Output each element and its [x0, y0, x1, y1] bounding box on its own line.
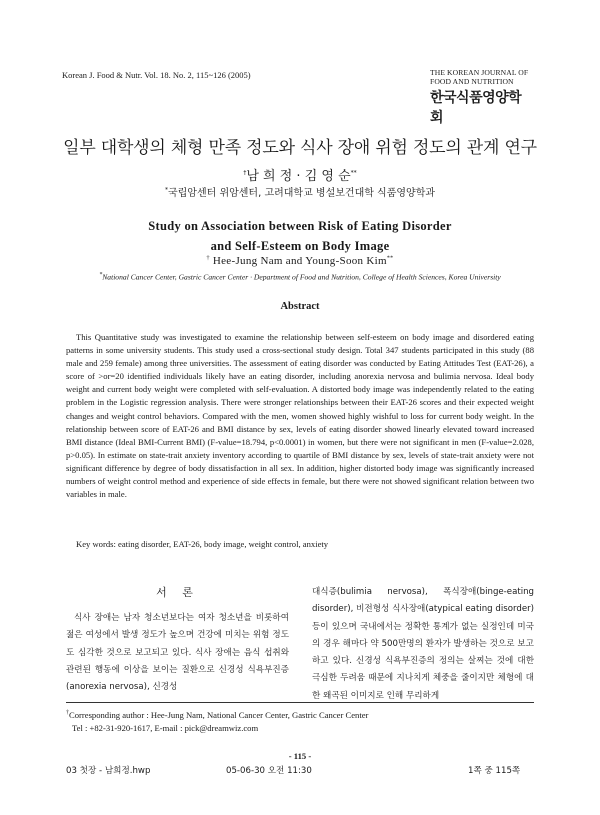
page-number: - 115 -	[288, 751, 312, 761]
footer-page-count: 1쪽 중 115쪽	[468, 766, 521, 776]
footer-filename: 03 첫장 - 남희정.hwp	[66, 766, 151, 776]
affiliation-english-text: National Cancer Center, Gastric Cancer Center · Department of Food and Nutrition, College of Health Sciences, Korea University	[102, 272, 501, 282]
affiliation-korean-text: 국립암센터 위암센터, 고려대학교 병설보건대학 식품영양학과	[167, 188, 436, 199]
title-english	[0, 216, 600, 256]
abstract-heading: Abstract	[280, 301, 320, 312]
footnote-line2: Tel : +82-31-920-1617, E-mail : pick@dreamwiz.com	[72, 722, 259, 733]
masthead-line2: FOOD AND NUTRITION	[430, 77, 514, 86]
footnote-divider	[66, 702, 534, 703]
section-heading-introduction: 서 론	[156, 586, 199, 599]
authors-english: † Hee-Jung Nam and Young-Soon Kim**	[206, 255, 394, 267]
footnote	[66, 707, 368, 735]
body-right-column: 대식증(bulimia nervosa), 폭식장애(binge-eating disorder), 비전형성 식사장애(atypical eating disorder)등이 있으며 국내에서는 정확한 통계가 없는 실정인데 미국의 경우 해마다 약 500만명의 환자가 발생하는 것으로 보고하고 있다. 신경성 식욕부진증의 정의는 살찌는 것에 대한 극심한 두려움 때문에 지나치게 체중을 줄이지만 체형에 대한 왜곡된 이미지로 인해 무리하게	[312, 587, 534, 701]
title-korean: 일부 대학생의 체형 만족 정도와 식사 장애 위험 정도의 관계 연구	[63, 138, 537, 158]
authors-english-text: Hee-Jung Nam and Young-Soon Kim	[212, 255, 387, 267]
footnote-line1: †Corresponding author : Hee-Jung Nam, National Cancer Center, Gastric Cancer Center	[66, 709, 369, 720]
body-left-column: 식사 장애는 남자 청소년보다는 여자 청소년을 비롯하여 젊은 여성에서 발생 정도가 높으며 건강에 미치는 위험 정도도 심각한 것으로 보고되고 있다. 식사 장애는 음식 섭취와 관련된 행동에 이상을 보이는 질환으로 신경성 식욕부진증(anorexia nervosa), 신경성	[66, 613, 289, 693]
title-english-line1: Study on Association between Risk of Eating Disorder	[148, 219, 452, 233]
affiliation-korean: *국립암센터 위암센터, 고려대학교 병설보건대학 식품영양학과	[164, 186, 436, 199]
keywords: Key words: eating disorder, EAT-26, body image, weight control, anxiety	[76, 539, 329, 549]
journal-reference: Korean J. Food & Nutr. Vol. 18. No. 2, 115~126 (2005)	[62, 70, 251, 80]
masthead-line1: THE KOREAN JOURNAL OF	[430, 68, 529, 77]
abstract-body	[66, 331, 534, 501]
footnote-line1-text: Corresponding author : Hee-Jung Nam, National Cancer Center, Gastric Cancer Center	[69, 709, 369, 720]
authors-korean-text: 남 희 정 · 김 영 순	[246, 169, 351, 184]
masthead-korean: 한국식품영양학회	[430, 90, 522, 126]
footer-timestamp: 05-06-30 오전 11:30	[226, 766, 312, 776]
title-english-line2: and Self-Esteem on Body Image	[210, 239, 390, 253]
journal-masthead	[430, 68, 530, 127]
affiliation-english: *National Cancer Center, Gastric Cancer Center · Department of Food and Nutrition, College of Health Sciences, Korea University	[99, 272, 501, 282]
authors-korean: †남 희 정 · 김 영 순**	[243, 169, 357, 184]
abstract-text: This Quantitative study was investigated to examine the relationship between self-esteem on body image and disordered eating patterns in some university students. This study used a cross-sectional study design. Total 347 students participated in this study (88 male and 259 female) among three universities. The assessment of eating disorder was conducted by Eating Attitudes Test (EAT-26), a score of >or=20 identified individuals likely have an eating disorder, including anorexia nervosa and bulimia nervosa. Ideal body weight and current body weight were completed with self-evaluation. A distorted body image was independently related to the eating problem in the Logistic regression analysis. There were stronger relationships between their EAT-26 scores and their expected weight changes and weight control behaviors. Compared with the men, women showed highly wishful to loss for current body weight. In the relationship between score of EAT-26 and BMI distance by sex, levels of eating disorder showed linearly elevated toward increased BMI distance (Ideal BMI-Current BMI) (F-value=18.794, p<0.0001) in women, but there were not significant in men (F-value=2.028, p>0.05). In estimate on state-trait anxiety inventory according to quartile of BMI distance by sex, levels of state-trait anxiety were not significant difference by degree of body dissatisfaction in all sex. In addition, higher distorted body image was significantly increased numbers of weight control method and experience of side effects in female, but there were not showed significant relation between two variables in male.	[66, 332, 534, 500]
